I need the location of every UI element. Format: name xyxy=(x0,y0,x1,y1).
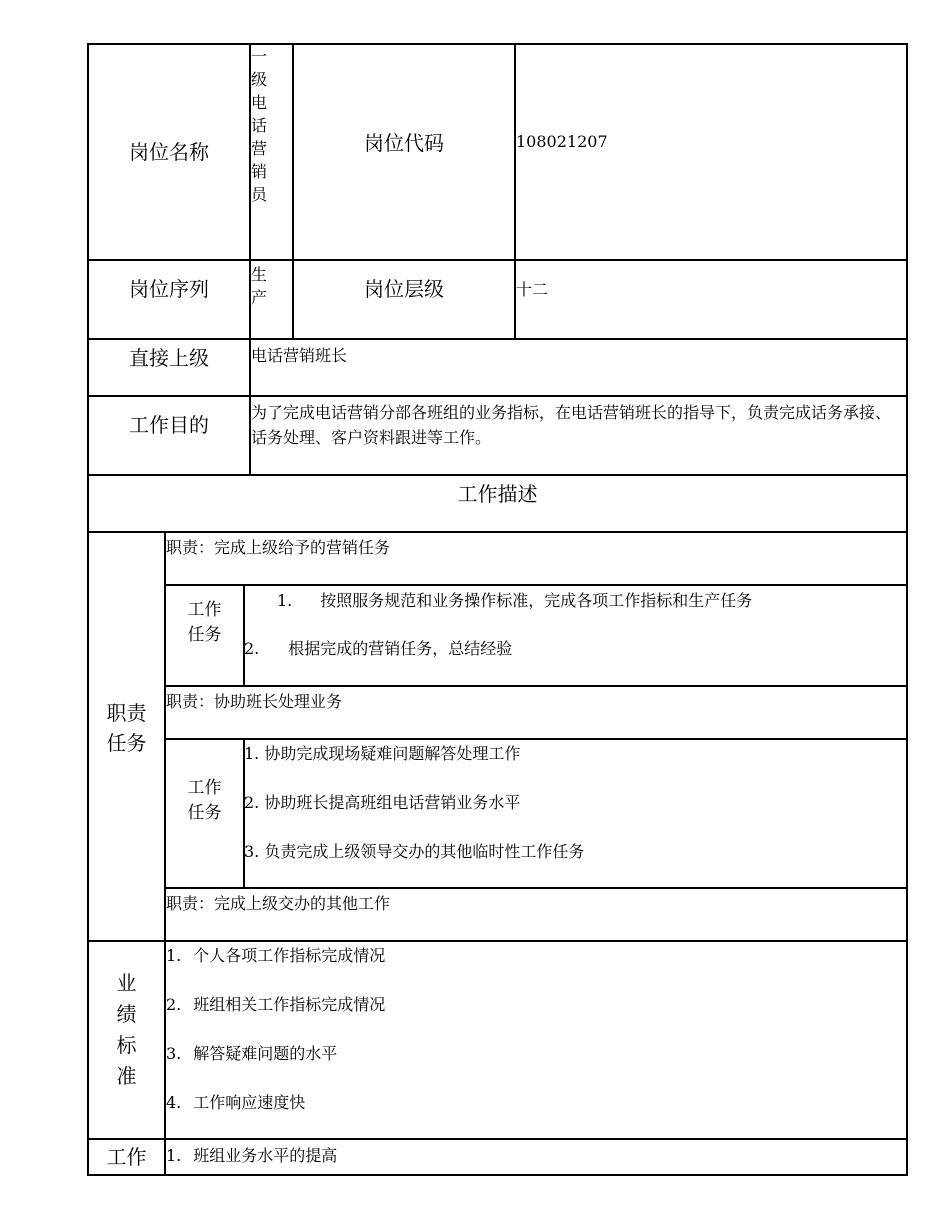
performance-item-3: 3. 解答疑难问题的水平 xyxy=(166,1044,338,1063)
superior-value: 电话营销班长 xyxy=(251,346,348,365)
table-border-bottom xyxy=(87,1174,908,1176)
performance-item-1: 1. 个人各项工作指标完成情况 xyxy=(166,946,386,965)
row-divider xyxy=(164,584,908,586)
performance-item-2: 2. 班组相关工作指标完成情况 xyxy=(166,995,386,1014)
performance-item-4: 4. 工作响应速度快 xyxy=(166,1093,306,1112)
purpose-label: 工作目的 xyxy=(129,413,209,437)
duty-1-task-label: 工作任务 xyxy=(187,600,222,645)
duty-2-task-2: 2. 协助班长提高班组电话营销业务水平 xyxy=(244,793,521,812)
post-series-value-cell xyxy=(251,263,292,338)
row-divider xyxy=(164,738,908,740)
post-series-value: 生产 xyxy=(251,265,268,307)
post-level-label: 岗位层级 xyxy=(364,277,444,301)
col-divider xyxy=(243,584,245,687)
table-border-right xyxy=(906,43,908,1176)
post-name-label: 岗位名称 xyxy=(129,140,209,164)
post-name-value: 一级电话营销员 xyxy=(251,47,268,204)
post-code-value: 108021207 xyxy=(516,132,608,151)
duty-1-task-2: 2. 根据完成的营销任务，总结经验 xyxy=(244,639,513,658)
row-divider xyxy=(87,940,908,942)
post-name-value-cell xyxy=(251,45,292,259)
performance-label: 业绩标准 xyxy=(116,971,137,1088)
work-label: 工作 xyxy=(106,1145,147,1169)
duty-1-text: 职责：完成上级给予的营销任务 xyxy=(166,538,391,557)
post-code-label: 岗位代码 xyxy=(364,131,444,155)
duty-2-text: 职责：协助班长处理业务 xyxy=(166,692,343,711)
purpose-value: 为了完成电话营销分部各班组的业务指标，在电话营销班长的指导下，负责完成话务承接、话务处理、客户资料跟进等工作。 xyxy=(251,403,892,447)
work-item-1: 1. 班组业务水平的提高 xyxy=(166,1146,338,1165)
post-level-value: 十二 xyxy=(516,280,549,299)
duty-2-task-label: 工作任务 xyxy=(187,778,222,823)
post-series-label: 岗位序列 xyxy=(129,277,209,301)
row-divider xyxy=(164,887,908,889)
duty-2-task-3: 3. 负责完成上级领导交办的其他临时性工作任务 xyxy=(244,842,585,861)
row-divider xyxy=(164,685,908,687)
duty-2-task-1: 1. 协助完成现场疑难问题解答处理工作 xyxy=(244,744,521,763)
duties-label: 职责任务 xyxy=(106,701,147,755)
row-divider xyxy=(87,1138,908,1140)
row-divider xyxy=(87,531,908,533)
duty-1-task-1: 1. 按照服务规范和业务操作标准，完成各项工作指标和生产任务 xyxy=(277,591,753,610)
superior-label: 直接上级 xyxy=(129,346,209,370)
duty-3-text: 职责：完成上级交办的其他工作 xyxy=(166,894,391,913)
work-description-title: 工作描述 xyxy=(457,482,538,506)
